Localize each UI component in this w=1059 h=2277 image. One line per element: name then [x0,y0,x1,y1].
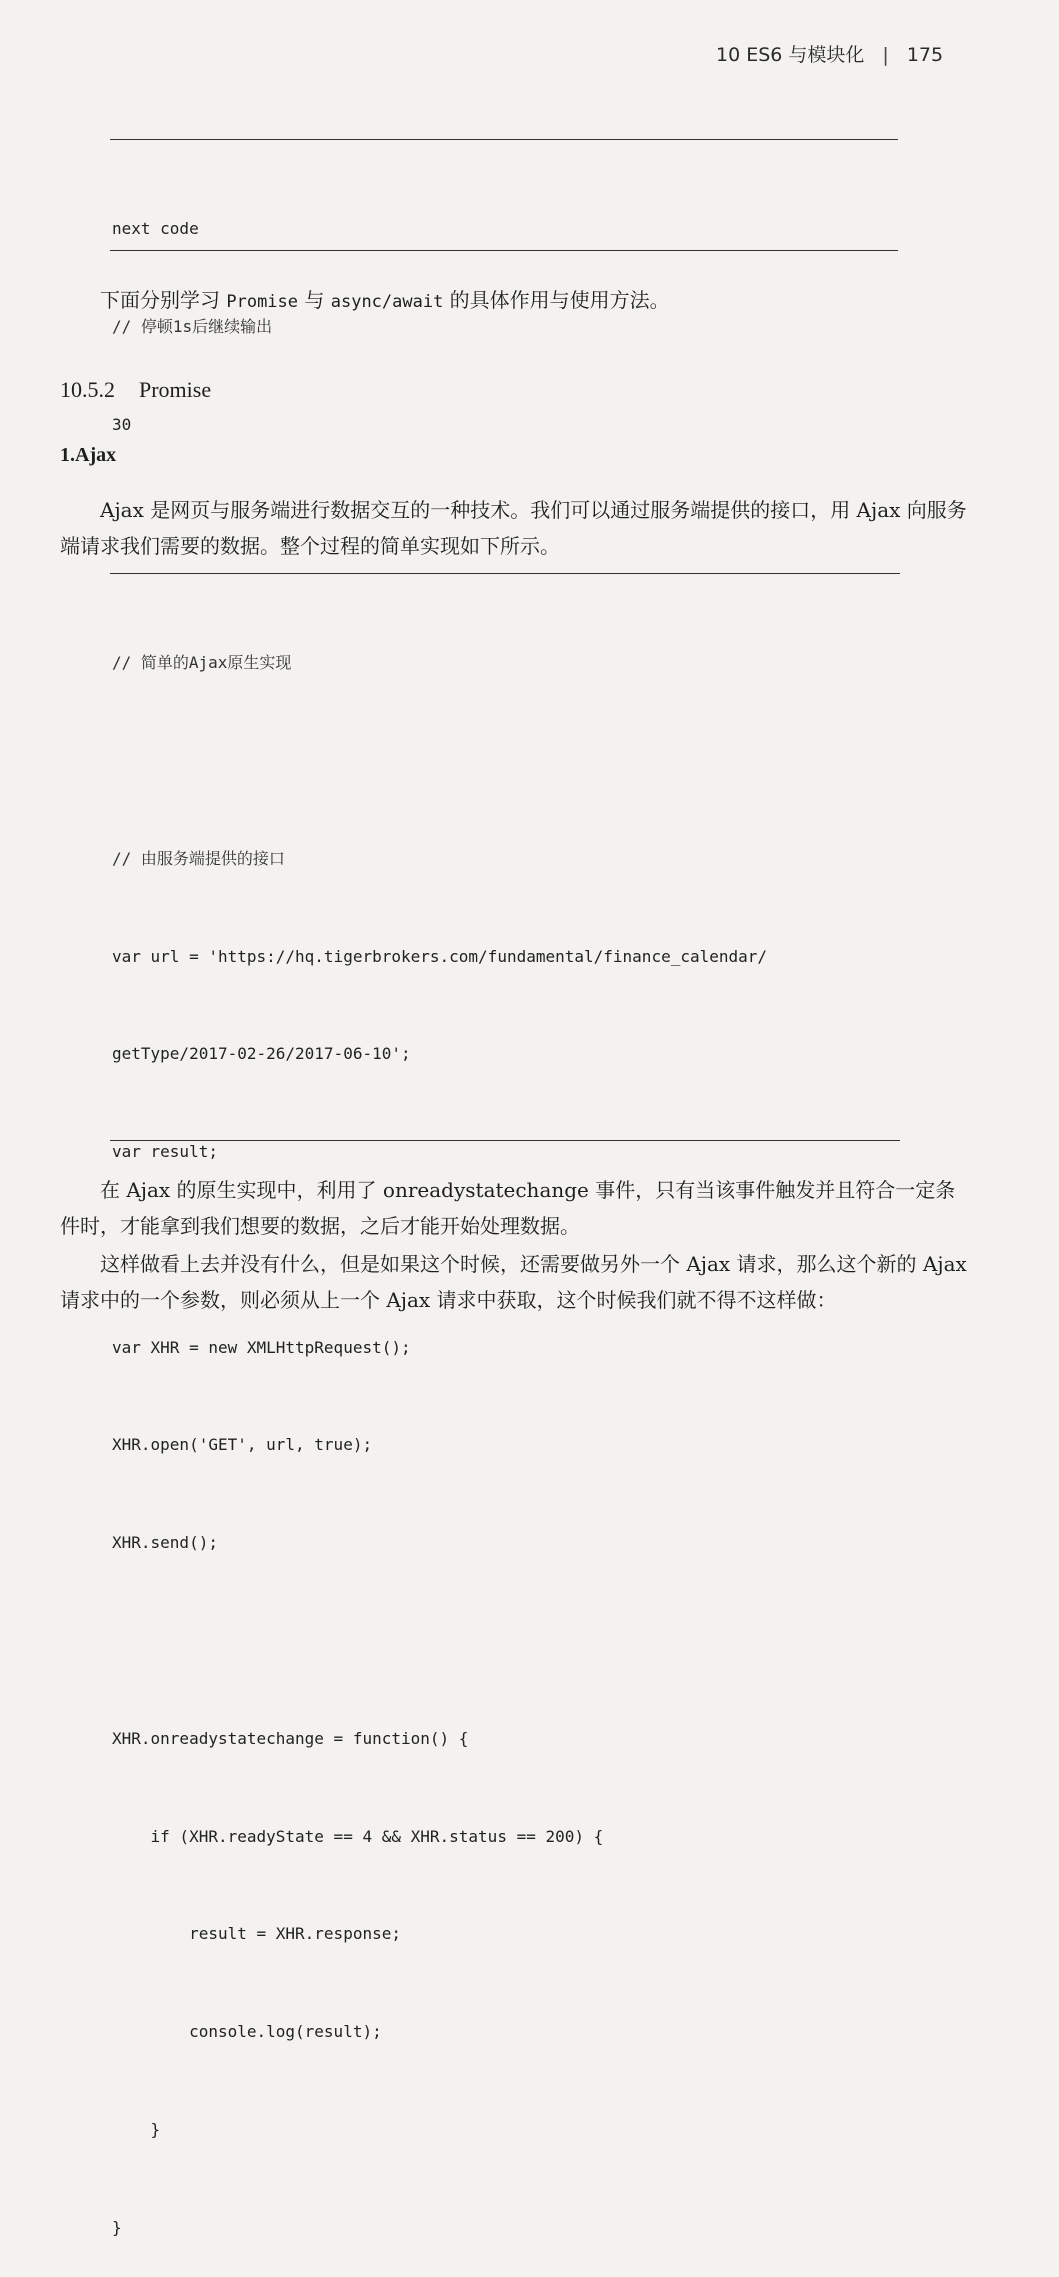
header-separator: | [882,44,889,66]
code-block-bottom-rule [110,250,898,251]
code-line: console.log(result); [112,2022,382,2042]
code-line [112,1625,767,1658]
subsection-heading: 1.Ajax [60,444,117,466]
code-comment-line: // 简单的Ajax原生实现 [112,653,292,673]
intro-paragraph: 下面分别学习 Promise 与 async/await 的具体作用与使用方法。 [100,288,670,312]
section-number: 10.5.2 [60,377,115,402]
code-block-top-rule [110,139,898,140]
code-line: XHR.onreadystatechange = function() { [112,1728,469,1748]
code-line: } [112,2217,122,2237]
section-heading [60,377,211,403]
code-line: var XHR = new XMLHttpRequest(); [112,1337,411,1357]
code-block-2 [112,582,767,2277]
code-comment-line: // 由服务端提供的接口 [112,848,285,868]
code-comment-line: // 停顿1s后继续输出 [112,316,273,336]
code-line: 30 [112,414,132,434]
explanation-paragraph-1: 在 Ajax 的原生实现中，利用了 onreadystatechange 事件，只有当该事件触发并且符合一定条件时，才能拿到我们想要的数据，之后才能开始处理数据。 [60,1178,956,1238]
code-line: XHR.send(); [112,1533,218,1553]
chapter-title: 10 ES6 与模块化 [716,44,865,66]
code-line: result = XHR.response; [112,1924,401,1944]
code-line: var result; [112,1142,218,1162]
code-line: var url = 'https://hq.tigerbrokers.com/fundamental/finance_calendar/ [112,946,768,966]
code-block-2-top-rule [110,573,900,574]
running-header [716,40,943,70]
code-line: } [112,2119,161,2139]
code-block-2-bottom-rule [110,1140,900,1141]
page-number: 175 [906,44,944,66]
section-title: Promise [139,377,212,402]
code-line: XHR.open('GET', url, true); [112,1435,373,1455]
explanation-paragraph-2: 这样做看上去并没有什么，但是如果这个时候，还需要做另外一个 Ajax 请求，那么这个新的 Ajax 请求中的一个参数，则必须从上一个 Ajax 请求中获取，这个时候我们就不得不这样做： [60,1252,967,1312]
code-line: if (XHR.readyState == 4 && XHR.status == 200) { [112,1826,604,1846]
inline-code-promise: Promise [226,292,299,312]
inline-code-async-await: async/await [330,292,444,312]
code-line [112,745,767,778]
ajax-paragraph: Ajax 是网页与服务端进行数据交互的一种技术。我们可以通过服务端提供的接口，用 Ajax 向服务端请求我们需要的数据。整个过程的简单实现如下所示。 [60,498,967,558]
code-line: getType/2017-02-26/2017-06-10'; [112,1044,411,1064]
code-line: next code [112,219,199,239]
